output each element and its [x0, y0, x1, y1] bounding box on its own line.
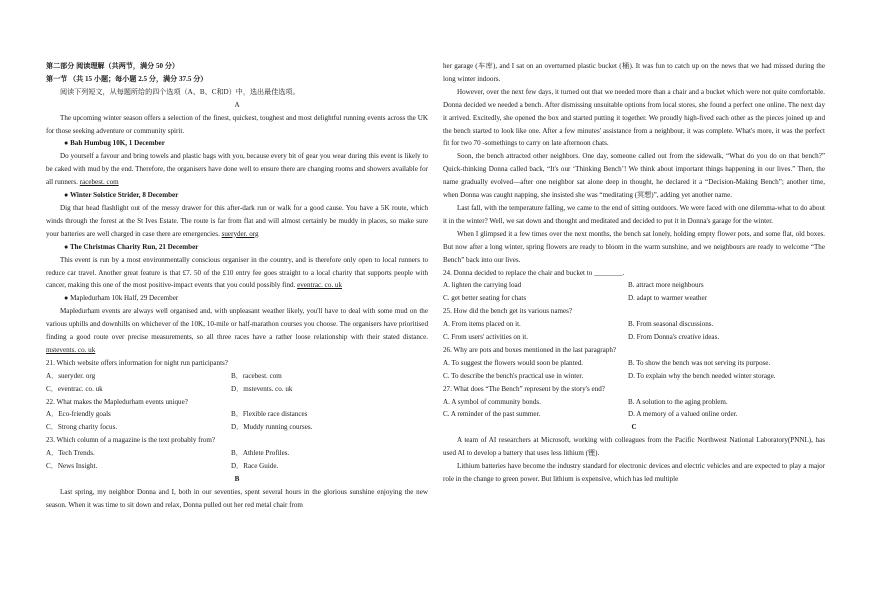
option: B．Flexible race distances: [231, 410, 308, 419]
option: B. attract more neighbours: [628, 281, 704, 290]
question-stem: 22. What makes the Mapledurham events unique?: [46, 397, 188, 406]
question-stem: 21. Which website offers information for night run participants?: [46, 358, 228, 367]
passage-b-letter: B: [234, 475, 240, 483]
option: C. From users' activities on it.: [443, 333, 529, 342]
question-options: [443, 318, 825, 344]
passage-b-continuation: her garage (车库), and I sat on an overturned plastic bucket (桶). It was fun to catch up on the news that we had missed during the long winter indoors.: [443, 62, 825, 83]
passage-c-paragraph: A team of AI researchers at Microsoft, working with colleagues from the Pacific Northwest National Laboratory(PNNL), has used AI to develop a battery that uses less lithium (锂).: [443, 436, 825, 458]
event-link[interactable]: mstevents. co. uk: [46, 345, 96, 354]
passage-a-intro: The upcoming winter season offers a selection of the finest, quickest, toughest and most delightful running events across the UK for those seeking adventure or community spirit.: [46, 113, 428, 135]
option: A. A symbol of community bonds.: [443, 397, 541, 406]
passage-a-letter: A: [234, 100, 240, 109]
question-stem: 24. Donna decided to replace the chair and bucket to ________.: [443, 268, 625, 277]
event-body: Do yourself a favour and bring towels and plastic bags with you, because every bit of gear you wear during this event is likely to be caked with mud by the end. Therefore, the organisers have done well to ensure there are changing rooms and showers available for all runners. racebest. com: [46, 152, 428, 187]
question-options: [443, 279, 825, 305]
question-options: [443, 396, 825, 422]
question-stem: 26. Why are pots and boxes mentioned in the last paragraph?: [443, 345, 617, 354]
passage-b-paragraph: When I glimpsed it a few times over the next months, the bench sat lonely, holding empty flower pots, and some flat, old boxes. But now after a long winter, spring flowers are ready to bloom in the warm sunshine, and we neighbours are ready to welcome “The Bench” back into our lives.: [443, 229, 825, 264]
event-title: ● Mapledurham 10k Half, 29 December: [64, 294, 179, 303]
passage-b-paragraph: However, over the next few days, it turned out that we needed more than a chair and a bucket which were not quite comfortable. Donna decided we needed a bench. After dismissing unsuitable options from local stores, she found a perfect one online. The next day it arrived. Excitedly, she opened the box and started putting it together. We proudly high-fived each other as the pieces joined up and the bench started to look like one. After a few minutes' assistance from a neighbour, it was complete. What's more, it was the perfect fit for two 70 -somethings to carry on late afternoon chats.: [443, 87, 825, 148]
option: C. To describe the bench's practical use in winter.: [443, 371, 584, 380]
option: A．Tech Trends.: [46, 449, 95, 458]
section-title: 第一节 （共 15 小题；每小题 2.5 分，满分 37.5 分）: [46, 74, 208, 83]
option: A．sueryder. org: [46, 371, 96, 380]
event-link[interactable]: sueryder. org: [221, 229, 259, 238]
event-body: Mapledurham events are always well organised and, with unpleasant weather likely, you'll have to deal with some mud on the various uphills and downhills on whichever of the 10K, 10-mile or half-marathon courses you choose. The organisers have prioritised finding a good route over precise measurements, so all three races have a rather loose relationship with their stated distance. mstevents. co. uk: [46, 307, 428, 354]
part-title: 第二部分 阅读理解（共两节，满分 50 分）: [46, 62, 180, 70]
passage-b-start: Last spring, my neighbor Donna and I, both in our seventies, spent several hours in the glorious sunshine enjoying the new season. When it was time to sit down and relax, Donna pulled out her red metal chair from: [46, 487, 428, 509]
option: B. A solution to the aging problem.: [628, 397, 728, 406]
option: C．News Insight.: [46, 462, 98, 471]
event-title: ● The Christmas Charity Run, 21 December: [64, 242, 199, 251]
passage-b-paragraph: Soon, the bench attracted other neighbors. One day, someone called out from the sidewalk, “What do you do on that bench?” Quick-thinking Donna called back, “It's our ‘Thinking Bench’! We think about important things happening in our lives.” Then, the name gradually evolved—after one neighbor sat alone deep in thought, he declared it a “Decision-Making Bench”; another time, when Donna was caught napping, she insisted she was “meditating (冥想)”, adding yet another name.: [443, 152, 825, 200]
event-body: Dig that head flashlight out of the messy drawer for this after-dark run or walk for a good cause. You have a 5K route, which winds through the forest at the St Ives Estate. The route is far from flat and will almost certainly be muddy in places, so make sure your batteries are well charged in case there are emergencies. sueryder. org: [46, 203, 428, 238]
option: D．Muddy running courses.: [231, 423, 313, 432]
option: A. From items placed on it.: [443, 320, 521, 329]
option: D. From Donna's creative ideas.: [628, 333, 720, 342]
passage-c-letter: C: [631, 423, 637, 432]
option: A. lighten the carrying load: [443, 281, 522, 290]
left-column: [46, 60, 428, 512]
event-title: ● Bah Humbug 10K, 1 December: [64, 139, 165, 148]
question-options: [443, 357, 825, 383]
option: C．eventrac. co. uk: [46, 384, 103, 393]
question-options: [46, 370, 428, 396]
option: D．Race Guide.: [231, 462, 279, 471]
option: A．Eco-friendly goals: [46, 410, 111, 419]
option: C．Strong charity focus.: [46, 423, 118, 432]
question-stem: 27. What does “The Bench” represent by the story's end?: [443, 384, 605, 393]
option: C. get better seating for chats: [443, 294, 527, 303]
option: D. adapt to warmer weather: [628, 294, 707, 303]
option: A. To suggest the flowers would soon be planted.: [443, 358, 584, 367]
right-column: [443, 60, 825, 486]
event-body: This event is run by a most environmentally conscious organiser in the country, and is therefore only open to local runners to reduce car travel. Another great feature is that £7. 50 of the £10 entry fee goes straight to a local charity that supports people with cancer, making this one of the most positive-impact events that you could possibly find. eventrac. co. uk: [46, 255, 428, 290]
event-title: ● Winter Solstice Strider, 8 December: [64, 191, 179, 200]
question-options: [46, 447, 428, 473]
option: B．racebest. com: [231, 371, 282, 380]
question-stem: 23. Which column of a magazine is the text probably from?: [46, 436, 216, 445]
option: C. A reminder of the past summer.: [443, 410, 541, 419]
instructions: 阅读下列短文，从每题所给的四个选项（A、B、C和D）中，选出最佳选项。: [60, 87, 300, 96]
passage-c-paragraph: Lithium batteries have become the industry standard for electronic devices and electric vehicles and are expected to play a major role in the change to green power. But lithium is expensive, which has led multiple: [443, 462, 825, 483]
event-link[interactable]: eventrac. co. uk: [297, 281, 343, 290]
option: D. A memory of a valued online order.: [628, 410, 738, 419]
option: D. To explain why the bench needed winter storage.: [628, 371, 776, 380]
option: B. From seasonal discussions.: [628, 320, 714, 329]
event-link[interactable]: racebest. com: [79, 178, 119, 187]
question-stem: 25. How did the bench get its various names?: [443, 307, 573, 316]
option: D．mstevents. co. uk: [231, 384, 293, 393]
question-options: [46, 408, 428, 434]
option: B. To show the bench was not serving its purpose.: [628, 358, 771, 367]
option: B．Athlete Profiles.: [231, 449, 290, 458]
passage-b-paragraph: Last fall, with the temperature falling, we came to the end of sitting outdoors. We were faced with one dilemma-what to do about it in the winter? Well, we sat down and thought and meditated and decided to put it in Donna's garage for the winter.: [443, 203, 825, 225]
